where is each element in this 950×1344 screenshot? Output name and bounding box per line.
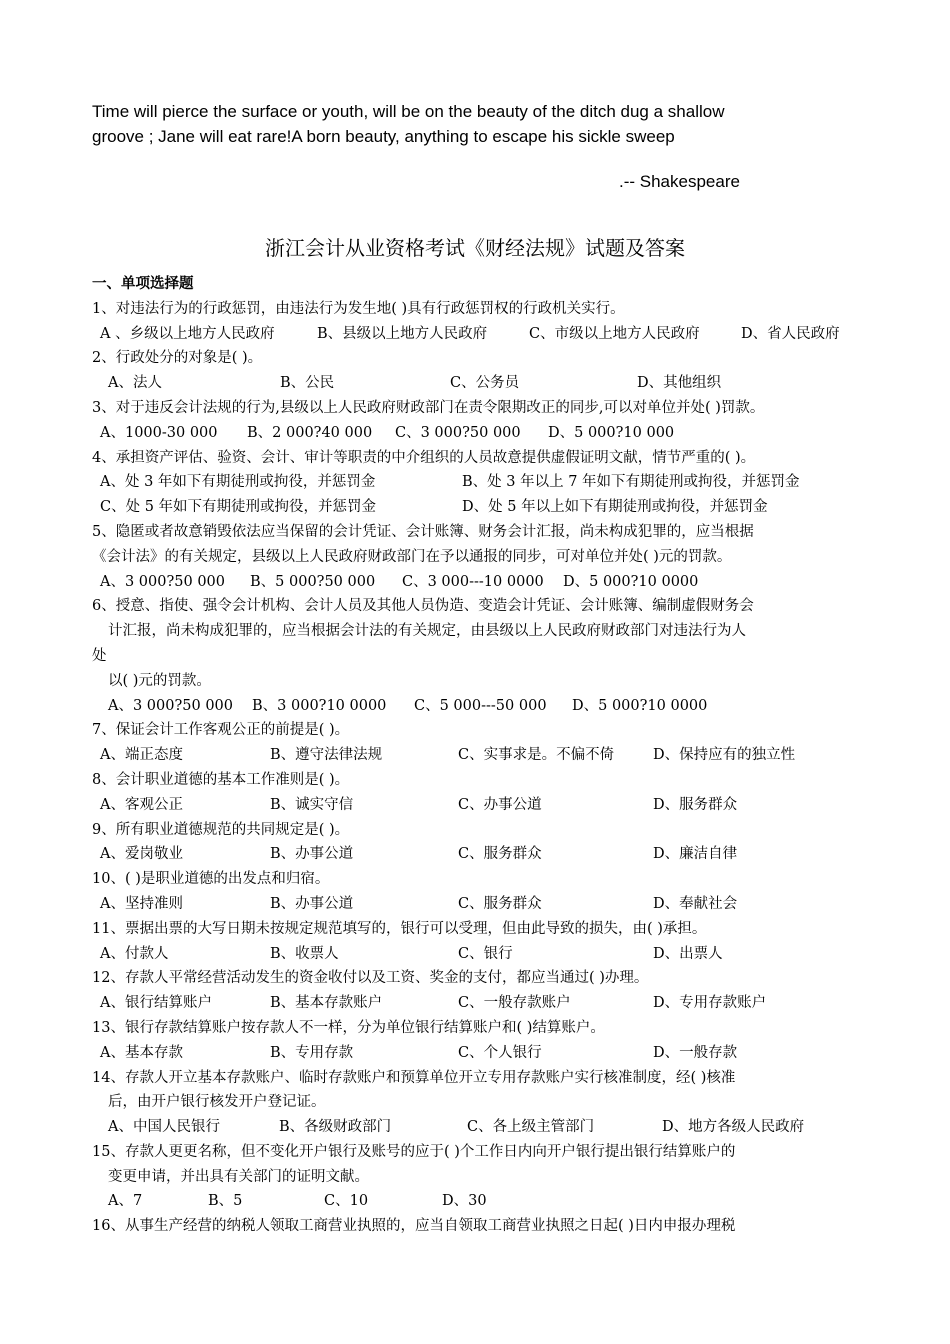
option-row: [92, 991, 882, 1016]
question-text: 3、对于违反会计法规的行为,县级以上人民政府财政部门在责令限期改正的同步,可以对单位并处( )罚款。: [92, 399, 765, 416]
question-list: [92, 272, 882, 1239]
question-text: 后，由开户银行核发开户登记证。: [108, 1094, 326, 1111]
option: C、处 5 年如下有期徒刑或拘役，并惩罚金: [100, 499, 377, 516]
question-text: 12、存款人平常经营活动发生的资金收付以及工资、奖金的支付，都应当通过( )办理。: [92, 970, 649, 987]
option: B、3 000?10 0000: [252, 697, 387, 714]
document-title: 浙江会计从业资格考试《财经法规》试题及答案: [265, 236, 685, 260]
option: B、各级财政部门: [279, 1119, 392, 1136]
option-row: [92, 495, 882, 520]
section-heading: 一、单项选择题: [92, 275, 194, 292]
option: C、3 000?50 000: [395, 424, 521, 441]
option-row: [92, 942, 882, 967]
question-text: 16、从事生产经营的纳税人领取工商营业执照的，应当自领取工商营业执照之日起( )日内申报办理税: [92, 1218, 736, 1235]
option: D、30: [442, 1193, 487, 1210]
option: D、5 000?10 0000: [563, 573, 699, 590]
option: B、收票人: [270, 945, 339, 962]
option-row: [92, 842, 882, 867]
option: B、县级以上地方人民政府: [317, 325, 488, 342]
quote-attribution: .-- Shakespeare: [619, 172, 740, 191]
option: A、客观公正: [100, 796, 183, 813]
option: C、个人银行: [458, 1044, 542, 1061]
option: C、10: [324, 1193, 369, 1210]
option: C、服务群众: [458, 846, 542, 863]
option: B、处 3 年以上 7 年如下有期徒刑或拘役，并惩罚金: [462, 474, 800, 491]
question-text: 《会计法》的有关规定，县级以上人民政府财政部门在予以通报的同步，可对单位并处( )元的罚款。: [92, 548, 732, 565]
question-text: 计汇报，尚未构成犯罪的，应当根据会计法的有关规定，由县级以上人民政府财政部门对违法行为人: [108, 623, 746, 640]
question-text: 变更申请，并出具有关部门的证明文献。: [108, 1168, 369, 1185]
option: C、服务群众: [458, 895, 542, 912]
option: B、办事公道: [270, 895, 354, 912]
question-text: 8、会计职业道德的基本工作准则是( )。: [92, 771, 350, 788]
option: D、保持应有的独立性: [653, 747, 796, 764]
option: A、端正态度: [100, 747, 183, 764]
option: A、7: [108, 1193, 143, 1210]
question-text: 11、票据出票的大写日期未按规定规范填写的，银行可以受理，但由此导致的损失，由( )承担。: [92, 920, 707, 937]
option: A、处 3 年如下有期徒刑或拘役，并惩罚金: [100, 474, 376, 491]
option: D、5 000?10 0000: [572, 697, 708, 714]
option: D、地方各级人民政府: [662, 1119, 805, 1136]
option: A、爱岗敬业: [100, 846, 183, 863]
option: C、5 000---50 000: [414, 697, 547, 714]
option-row: [92, 570, 882, 595]
question-text: 10、( )是职业道德的出发点和归宿。: [92, 871, 330, 888]
option: A 、乡级以上地方人民政府: [100, 325, 275, 342]
question-text: 5、隐匿或者故意销毁依法应当保留的会计凭证、会计账簿、财务会计汇报，尚未构成犯罪的，应当根据: [92, 523, 754, 540]
question-text: 1、对违法行为的行政惩罚，由违法行为发生地( )具有行政惩罚权的行政机关实行。: [92, 300, 625, 317]
option: D、廉洁自律: [653, 846, 738, 863]
quote-line: Time will pierce the surface or youth, will be on the beauty of the ditch dug a shallow: [92, 102, 725, 121]
option: C、一般存款账户: [458, 995, 571, 1012]
option: A、3 000?50 000: [108, 697, 233, 714]
question-text: 以( )元的罚款。: [108, 672, 211, 689]
option-row: [92, 793, 882, 818]
option: D、省人民政府: [741, 325, 840, 342]
option: B、遵守法律法规: [270, 747, 383, 764]
option: D、5 000?10 000: [548, 424, 675, 441]
option: C、3 000---10 0000: [402, 573, 544, 590]
option: A、坚持准则: [100, 895, 183, 912]
option-row: [92, 1115, 882, 1140]
option-row: [92, 470, 882, 495]
option-row: [92, 743, 882, 768]
option-row: [92, 694, 882, 719]
option-row: [92, 892, 882, 917]
option: A、3 000?50 000: [100, 573, 225, 590]
option: C、办事公道: [458, 796, 542, 813]
option: C、银行: [458, 945, 513, 962]
option: D、其他组织: [637, 375, 722, 392]
option: A、中国人民银行: [108, 1119, 220, 1136]
question-text: 9、所有职业道德规范的共同规定是( )。: [92, 821, 350, 838]
option: D、服务群众: [653, 796, 738, 813]
option: C、实事求是。不偏不倚: [458, 747, 615, 764]
option-row: [92, 1041, 882, 1066]
option: D、奉献社会: [653, 895, 738, 912]
option: C、各上级主管部门: [467, 1119, 595, 1136]
option: B、5 000?50 000: [250, 573, 376, 590]
question-text: 2、行政处分的对象是( )。: [92, 350, 263, 367]
option: D、专用存款账户: [653, 995, 767, 1012]
question-text: 15、存款人更更名称，但不变化开户银行及账号的应于( )个工作日内向开户银行提出银行结算账户的: [92, 1143, 736, 1160]
option: B、2 000?40 000: [247, 424, 373, 441]
option: D、出票人: [653, 945, 723, 962]
option: B、专用存款: [270, 1044, 354, 1061]
option: A、付款人: [100, 945, 169, 962]
option: C、市级以上地方人民政府: [529, 325, 700, 342]
option: C、公务员: [450, 375, 520, 392]
question-text: 13、银行存款结算账户按存款人不一样，分为单位银行结算账户和( )结算账户。: [92, 1019, 605, 1036]
epigraph-quote: [92, 99, 872, 149]
option: A、法人: [108, 375, 162, 392]
option: D、处 5 年以上如下有期徒刑或拘役，并惩罚金: [462, 499, 768, 516]
option: B、办事公道: [270, 846, 354, 863]
option-row: [92, 371, 882, 396]
option: A、基本存款: [100, 1044, 183, 1061]
option: B、公民: [280, 375, 335, 392]
question-text: 14、存款人开立基本存款账户、临时存款账户和预算单位开立专用存款账户实行核准制度，经( )核准: [92, 1069, 736, 1086]
option-row: [92, 421, 882, 446]
option: A、银行结算账户: [100, 995, 212, 1012]
option: B、5: [208, 1193, 243, 1210]
question-text: 处: [92, 647, 107, 664]
question-text: 4、承担资产评估、验资、会计、审计等职责的中介组织的人员故意提供虚假证明文献，情节严重的( )。: [92, 449, 756, 466]
quote-line: groove ; Jane will eat rare!A born beauty, anything to escape his sickle sweep: [92, 127, 675, 146]
option-row: [92, 1189, 882, 1214]
question-text: 6、授意、指使、强令会计机构、会计人员及其他人员伪造、变造会计凭证、会计账簿、编制虚假财务会: [92, 598, 754, 615]
option: D、一般存款: [653, 1044, 738, 1061]
question-text: 7、保证会计工作客观公正的前提是( )。: [92, 722, 350, 739]
option-row: [92, 322, 882, 347]
option: A、1000-30 000: [100, 424, 218, 441]
option: B、诚实守信: [270, 796, 354, 813]
option: B、基本存款账户: [270, 995, 383, 1012]
